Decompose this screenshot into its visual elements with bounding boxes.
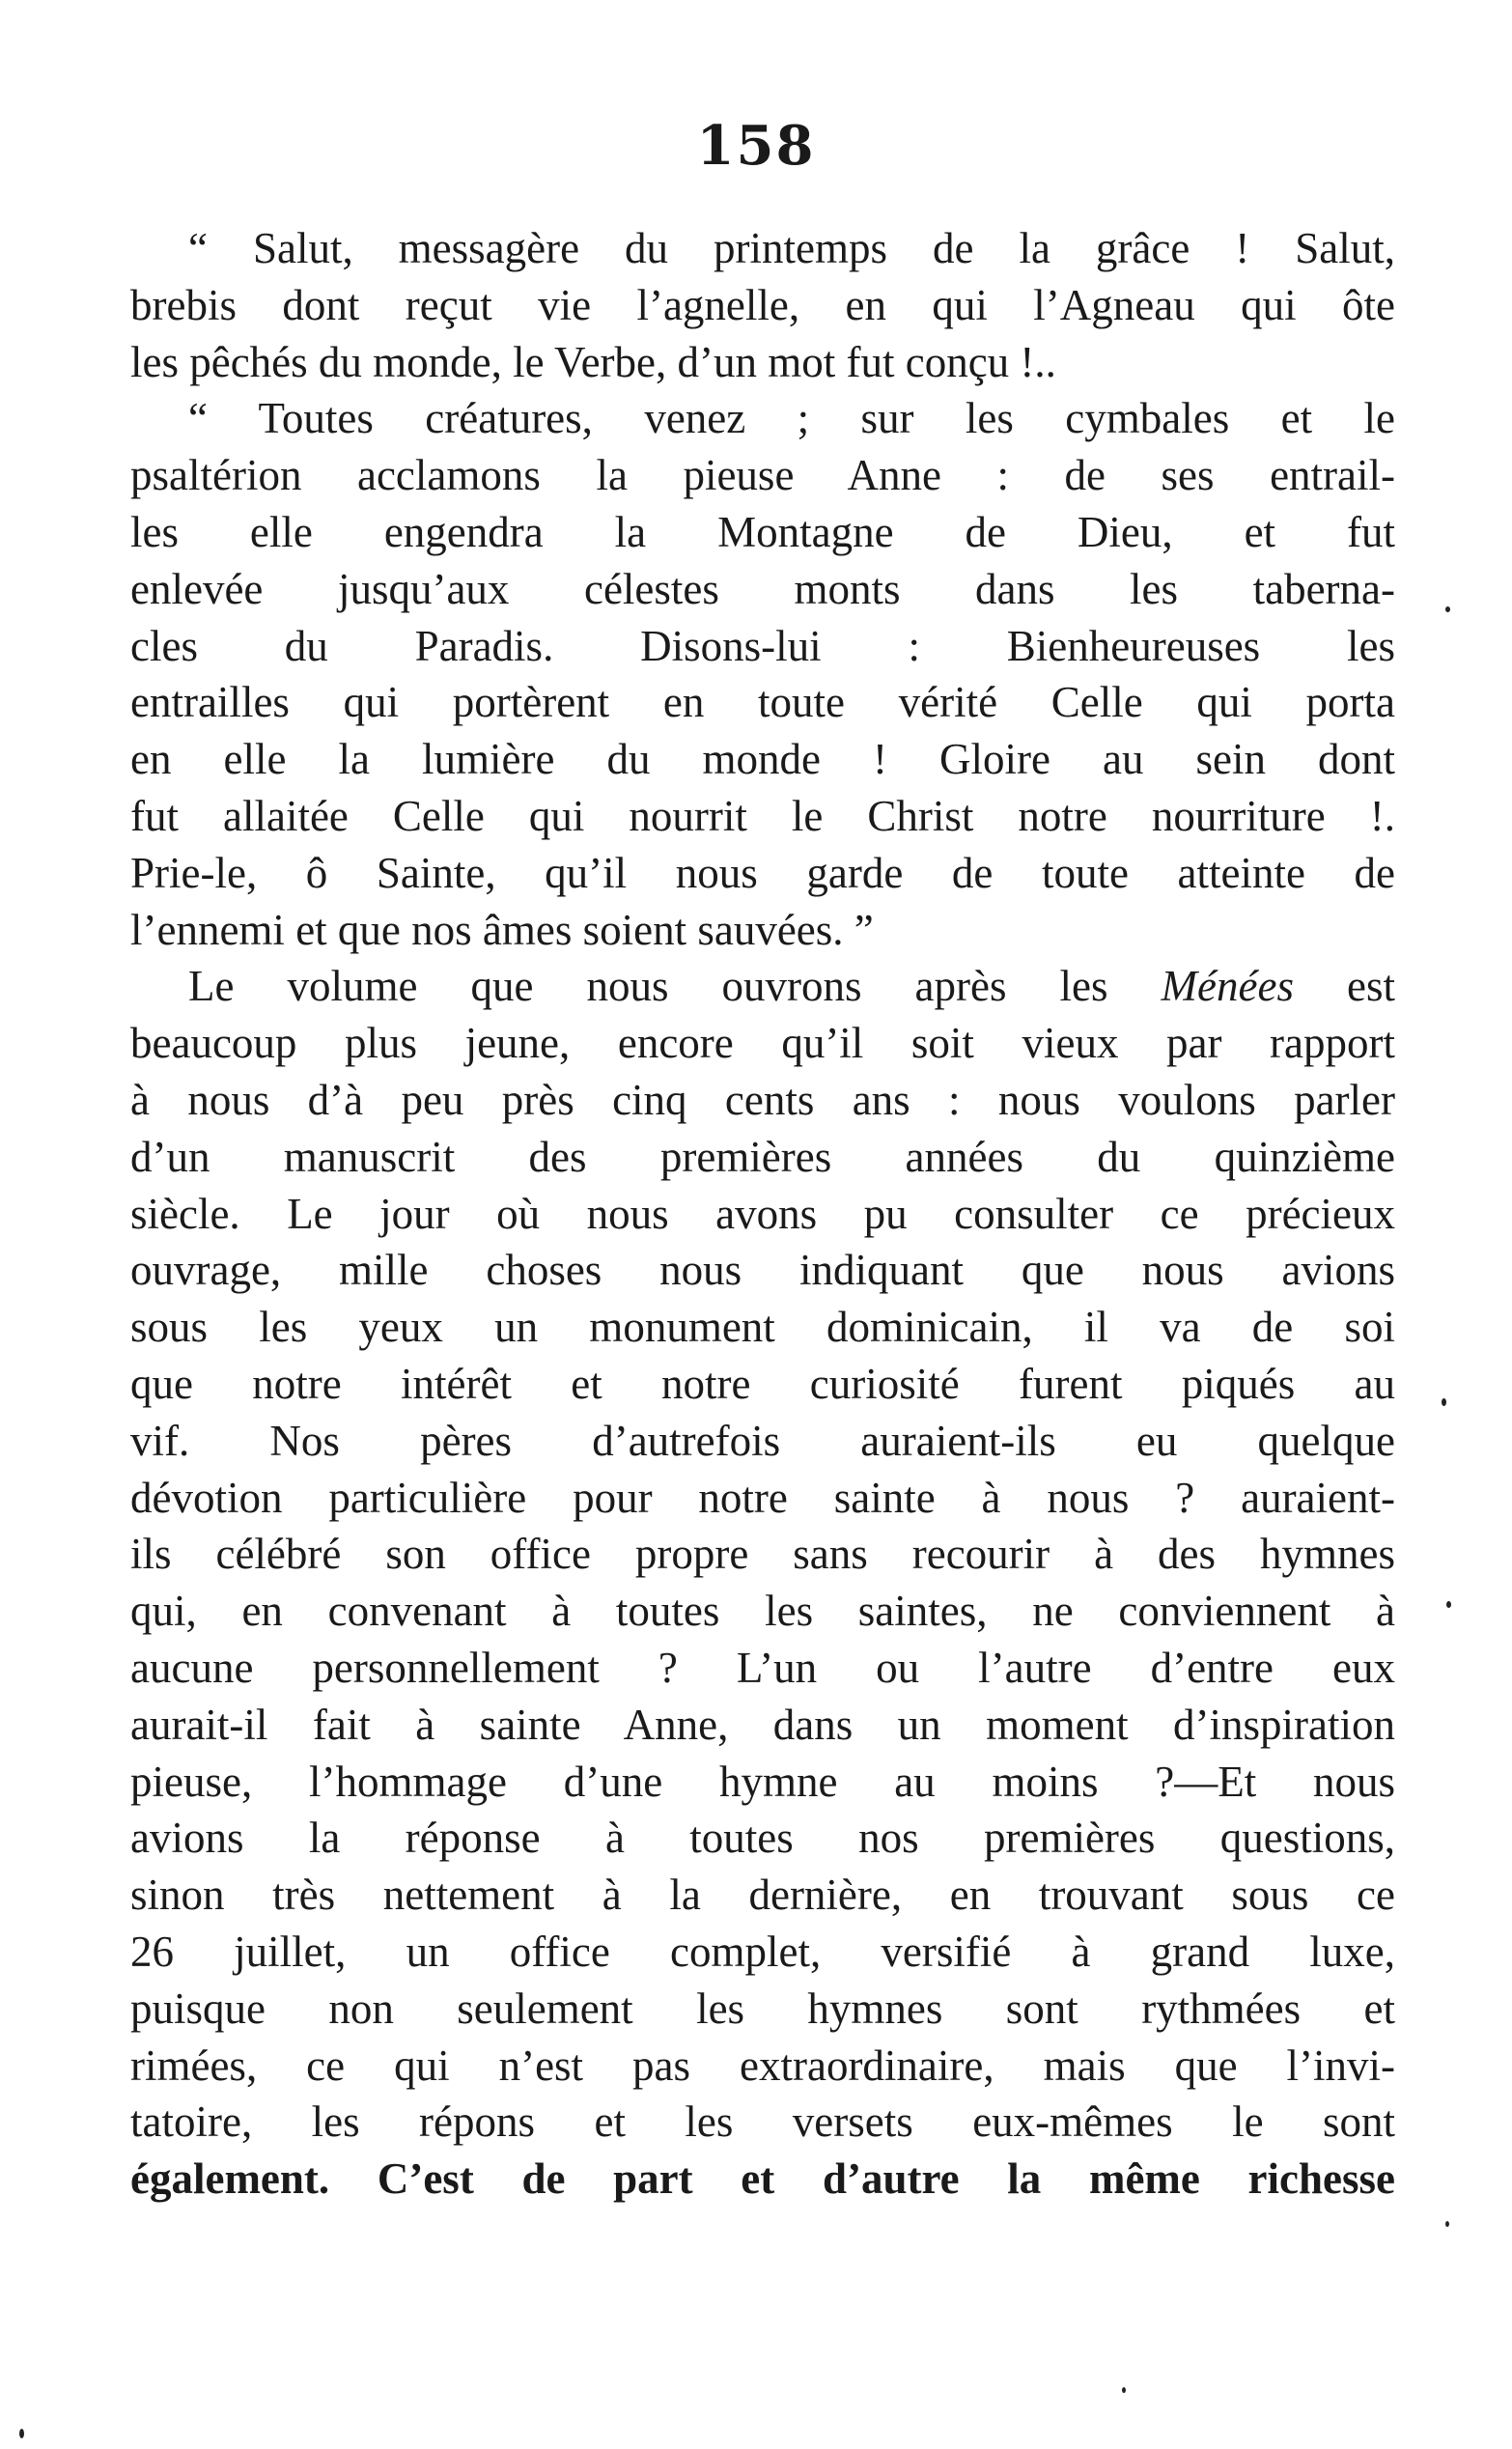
text-line: l’ennemi et que nos âmes soient sauvées. ” <box>130 905 874 954</box>
page-number: 158 <box>696 114 816 178</box>
text-line: d’un manuscrit des premières années du quinzième <box>130 1132 1395 1181</box>
text-line: à nous d’à peu près cinq cents ans : nous voulons parler <box>130 1075 1395 1124</box>
text-line: que notre intérêt et notre curiosité furent piqués au <box>130 1359 1395 1408</box>
text-line: les pêchés du monde, le Verbe, d’un mot fut conçu !.. <box>130 337 1056 386</box>
print-speck <box>1446 1601 1451 1608</box>
text-line: siècle. Le jour où nous avons pu consulter ce précieux <box>130 1189 1395 1238</box>
text-line: puisque non seulement les hymnes sont rythmées et <box>130 1984 1395 2033</box>
text-line: sous les yeux un monument dominicain, il va de soi <box>130 1303 1395 1352</box>
print-speck <box>1122 2387 1126 2393</box>
text-line: avions la réponse à toutes nos premières questions, <box>130 1814 1395 1863</box>
text-line: ils célébré son office propre sans recourir à des hymnes <box>130 1530 1395 1579</box>
print-speck <box>1442 1398 1446 1406</box>
print-speck <box>1445 606 1450 612</box>
text-segment: Le volume que nous ouvrons après les <box>188 962 1162 1011</box>
text-segment: est <box>1293 962 1395 1011</box>
text-line: les elle engendra la Montagne de Dieu, et fut <box>130 507 1395 556</box>
body-text <box>130 220 1395 2208</box>
text-line: aurait-il fait à sainte Anne, dans un moment d’inspiration <box>130 1700 1395 1749</box>
italic-title: Ménées <box>1161 962 1294 1011</box>
text-line: “ Salut, messagère du printemps de la grâce ! Salut, <box>188 224 1395 272</box>
print-speck <box>1445 2221 1449 2227</box>
text-line: aucune personnellement ? L’un ou l’autre d’entre eux <box>130 1643 1395 1692</box>
text-line: rimées, ce qui n’est pas extraordinaire, mais que l’invi- <box>130 2041 1395 2090</box>
text-line: ouvrage, mille choses nous indiquant que nous avions <box>130 1246 1395 1295</box>
print-speck <box>19 2429 24 2438</box>
text-line: fut allaitée Celle qui nourrit le Christ notre nourriture !. <box>130 791 1395 840</box>
text-line: tatoire, les répons et les versets eux-mêmes le sont <box>130 2097 1395 2147</box>
text-line: vif. Nos pères d’autrefois auraient-ils eu quelque <box>130 1416 1395 1465</box>
text-line: dévotion particulière pour notre sainte à nous ? auraient- <box>130 1473 1395 1522</box>
text-line: enlevée jusqu’aux célestes monts dans les taberna- <box>130 564 1395 613</box>
text-line: brebis dont reçut vie l’agnelle, en qui l’Agneau qui ôte <box>130 280 1395 329</box>
text-line: qui, en convenant à toutes les saintes, ne conviennent à <box>130 1587 1395 1636</box>
text-line: “ Toutes créatures, venez ; sur les cymbales et le <box>188 394 1395 443</box>
text-line: également. C’est de part et d’autre la même richesse <box>130 2154 1395 2204</box>
text-line: pieuse, l’hommage d’une hymne au moins ?—Et nous <box>130 1757 1395 1806</box>
text-line: beaucoup plus jeune, encore qu’il soit vieux par rapport <box>130 1019 1395 1068</box>
text-line: Prie-le, ô Sainte, qu’il nous garde de toute atteinte de <box>130 848 1395 897</box>
text-line: entrailles qui portèrent en toute vérité Celle qui porta <box>130 678 1395 727</box>
text-line: psaltérion acclamons la pieuse Anne : de ses entrail- <box>130 451 1395 500</box>
text-line: en elle la lumière du monde ! Gloire au sein dont <box>130 735 1395 784</box>
text-line: 26 juillet, un office complet, versifié à grand luxe, <box>130 1927 1395 1976</box>
text-line <box>130 958 1395 1015</box>
text-line: cles du Paradis. Disons-lui : Bienheureuses les <box>130 621 1395 670</box>
text-line: sinon très nettement à la dernière, en trouvant sous ce <box>130 1871 1395 1920</box>
